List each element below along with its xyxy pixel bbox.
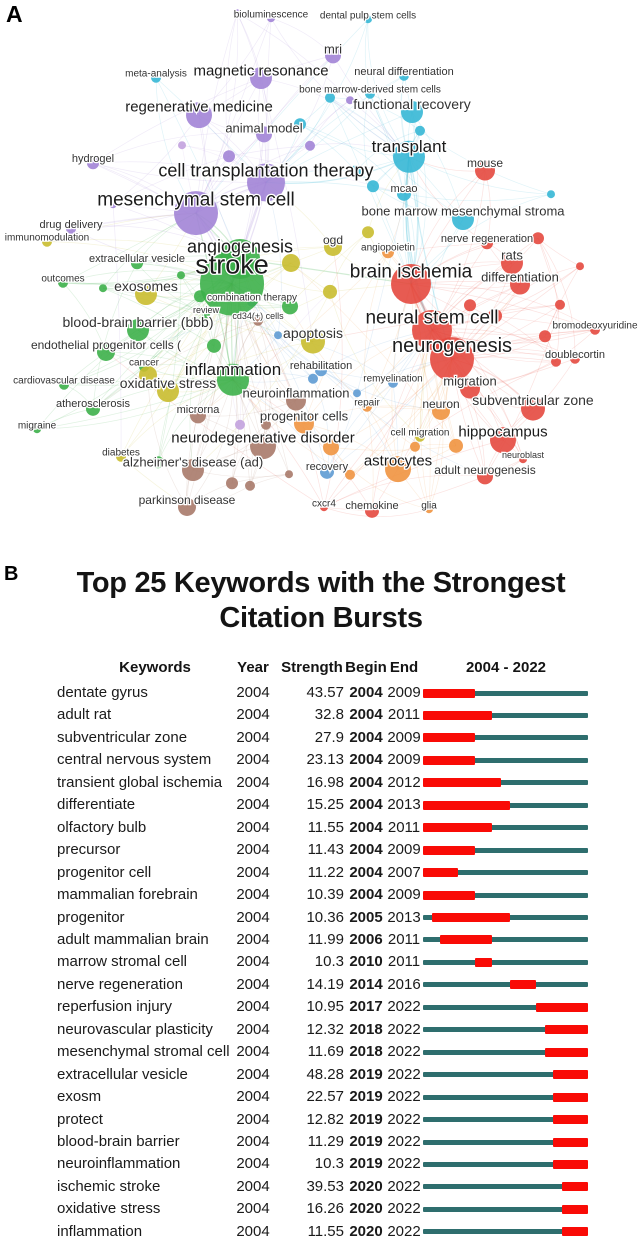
node-dot — [245, 481, 255, 491]
burst-begin: 2004 — [349, 684, 383, 701]
burst-begin: 2020 — [349, 1177, 383, 1195]
panel-b-label: B — [4, 563, 19, 585]
burst-row — [0, 772, 642, 794]
burst-strength: 11.69 — [307, 1043, 344, 1061]
burst-begin: 2004 — [349, 886, 383, 904]
burst-strength: 10.36 — [306, 908, 344, 926]
burst-keyword: mammalian forebrain — [57, 886, 198, 904]
burst-end: 2022 — [387, 1200, 421, 1218]
burst-strength: 11.43 — [307, 841, 344, 859]
node-label: drug delivery — [39, 218, 103, 231]
burst-year: 2004 — [236, 1222, 270, 1240]
node-label: endothelial progenitor cells ( — [30, 338, 182, 353]
burst-strength: 10.3 — [314, 1155, 344, 1173]
burst-begin: 2005 — [349, 908, 383, 926]
node-label: neural stem cell — [365, 307, 499, 329]
burst-begin: 2019 — [349, 1065, 383, 1083]
burst-year: 2004 — [236, 773, 270, 791]
burst-segment — [510, 980, 536, 989]
node-label: bone marrow mesenchymal stroma — [361, 203, 565, 219]
burst-row — [0, 682, 642, 704]
node-dot — [532, 232, 544, 244]
burst-segment — [553, 1070, 588, 1079]
burst-keyword: marrow stromal cell — [57, 953, 188, 971]
burst-end: 2009 — [387, 751, 421, 769]
node-label: combination therapy — [206, 292, 298, 304]
burst-strength: 11.99 — [307, 930, 344, 948]
timeline-baseline — [423, 982, 588, 987]
node-label: rehabilitation — [289, 359, 353, 372]
burst-row — [0, 1198, 642, 1220]
burst-row — [0, 817, 642, 839]
node-label: astrocytes — [363, 452, 433, 470]
burst-row — [0, 1109, 642, 1131]
node-label: recovery — [305, 460, 349, 473]
burst-strength: 39.53 — [306, 1177, 344, 1195]
burst-begin: 2004 — [349, 706, 383, 724]
node-dot — [449, 439, 463, 453]
header-strength: Strength — [281, 659, 343, 676]
node-label: mesenchymal stem cell — [97, 189, 295, 211]
burst-begin: 2018 — [349, 1043, 383, 1061]
burst-year: 2004 — [236, 1155, 270, 1173]
burst-row — [0, 974, 642, 996]
burst-strength: 23.13 — [306, 751, 344, 769]
network-panel — [0, 0, 642, 560]
burst-segment — [423, 711, 492, 720]
node-label: migration — [443, 373, 497, 389]
burst-segment — [423, 689, 475, 698]
burst-keyword: adult mammalian brain — [57, 930, 209, 948]
node-label: subventricular zone — [472, 391, 594, 408]
burst-segment — [545, 1025, 588, 1034]
burst-strength: 11.29 — [307, 1133, 344, 1150]
burst-keyword: oxidative stress — [57, 1200, 161, 1218]
burst-year: 2004 — [236, 818, 270, 836]
burst-year: 2004 — [236, 751, 270, 769]
burst-end: 2012 — [387, 773, 421, 791]
burst-year: 2004 — [236, 1177, 270, 1195]
burst-strength: 10.39 — [306, 886, 344, 904]
node-label: neurogenesis — [391, 335, 513, 357]
burst-row — [0, 1019, 642, 1041]
node-label: meta-analysis — [125, 68, 187, 80]
panel-a-label: A — [6, 1, 23, 27]
node-label: microrna — [176, 403, 220, 416]
burst-segment — [553, 1160, 588, 1169]
node-dot — [282, 254, 300, 272]
burst-strength: 16.98 — [306, 773, 344, 791]
node-label: inflammation — [184, 359, 282, 379]
burst-strength: 32.8 — [314, 706, 344, 724]
burst-keyword: protect — [57, 1110, 103, 1128]
node-label: neurodegenerative disorder — [171, 429, 355, 447]
burst-begin: 2004 — [349, 841, 383, 859]
burst-year: 2004 — [236, 975, 270, 993]
timeline-baseline — [423, 960, 588, 965]
burst-segment — [553, 1138, 588, 1147]
burst-begin: 2004 — [349, 796, 383, 814]
burst-table-body — [0, 560, 642, 1241]
burst-segment — [423, 846, 475, 855]
burst-end: 2013 — [387, 796, 421, 814]
node-label: extracellular vesicle — [89, 252, 185, 265]
header-keywords: Keywords — [119, 659, 191, 676]
node-dot — [207, 339, 221, 353]
node-dot — [99, 284, 107, 292]
burst-keyword: adult rat — [57, 706, 112, 724]
burst-begin: 2019 — [349, 1133, 383, 1150]
node-dot — [362, 226, 374, 238]
burst-row — [0, 1221, 642, 1243]
burst-strength: 15.25 — [306, 796, 344, 814]
node-label: angiogenesis — [186, 236, 294, 257]
burst-segment — [423, 891, 475, 900]
burst-segment — [545, 1048, 588, 1057]
header-range: 2004 - 2022 — [465, 659, 547, 676]
node-label: bromodeoxyuridine — [552, 320, 638, 332]
burst-strength: 16.26 — [306, 1200, 344, 1218]
burst-title-line2: Citation Bursts — [219, 602, 423, 634]
burst-year: 2004 — [236, 706, 270, 724]
node-dot — [226, 477, 238, 489]
burst-begin: 2019 — [349, 1088, 383, 1106]
burst-title-line1: Top 25 Keywords with the Strongest — [76, 567, 566, 599]
node-label: cxcr4 — [312, 498, 336, 510]
burst-segment — [562, 1205, 588, 1214]
node-label: cell migration — [390, 427, 450, 439]
burst-year: 2004 — [236, 1133, 270, 1150]
node-dot — [410, 442, 420, 452]
node-label: cd34(+) cells — [232, 311, 284, 322]
burst-strength: 11.22 — [307, 863, 344, 881]
burst-year: 2004 — [236, 930, 270, 948]
node-label: cell transplantation therapy — [158, 160, 374, 181]
burst-keyword: dentate gyrus — [57, 684, 148, 701]
node-label: immunomodulation — [4, 232, 90, 244]
node-label: diabetes — [102, 447, 140, 459]
node-label: neuroblast — [501, 450, 545, 461]
burst-year: 2004 — [236, 863, 270, 881]
burst-year: 2004 — [236, 886, 270, 904]
burst-year: 2004 — [236, 1020, 270, 1038]
burst-strength: 12.32 — [306, 1020, 344, 1038]
burst-end: 2013 — [387, 908, 421, 926]
node-label: apoptosis — [283, 324, 343, 341]
node-label: adult neurogenesis — [434, 463, 536, 478]
burst-keyword: neurovascular plasticity — [57, 1020, 213, 1038]
node-label: glia — [421, 500, 437, 512]
header-year: Year — [237, 659, 269, 676]
burst-begin: 2004 — [349, 751, 383, 769]
burst-begin: 2019 — [349, 1110, 383, 1128]
burst-year: 2004 — [236, 908, 270, 926]
burst-segment — [423, 778, 501, 787]
node-label: functional recovery — [353, 95, 471, 112]
node-dot — [177, 271, 185, 279]
burst-segment — [553, 1115, 588, 1124]
burst-keyword: progenitor — [57, 908, 125, 926]
node-dot — [305, 141, 315, 151]
node-label: magnetic resonance — [193, 62, 329, 80]
node-dot — [539, 330, 551, 342]
burst-row — [0, 1176, 642, 1198]
node-dot — [274, 331, 282, 339]
node-label: atherosclerosis — [56, 397, 130, 410]
burst-row — [0, 996, 642, 1018]
node-label: bioluminescence — [233, 9, 309, 21]
burst-keyword: differentiate — [57, 796, 136, 814]
burst-segment — [432, 913, 510, 922]
burst-year: 2004 — [236, 998, 270, 1016]
burst-end: 2022 — [387, 1155, 421, 1173]
burst-row — [0, 951, 642, 973]
burst-strength: 27.9 — [314, 728, 344, 746]
burst-year: 2004 — [236, 684, 270, 701]
node-label: mcao — [390, 182, 418, 195]
burst-row — [0, 1064, 642, 1086]
burst-begin: 2006 — [349, 930, 383, 948]
burst-strength: 10.3 — [314, 953, 344, 971]
burst-year: 2004 — [236, 1065, 270, 1083]
burst-segment — [475, 958, 492, 967]
node-dot — [353, 389, 361, 397]
burst-end: 2009 — [387, 841, 421, 859]
burst-keyword: precursor — [57, 841, 121, 859]
node-label: repair — [354, 397, 380, 409]
burst-year: 2004 — [236, 728, 270, 746]
node-dot — [576, 262, 584, 270]
burst-keyword: exosm — [57, 1088, 102, 1106]
node-label: angiopoietin — [361, 242, 415, 254]
node-label: regenerative medicine — [125, 98, 273, 116]
burst-begin: 2020 — [349, 1222, 383, 1240]
node-dot — [323, 285, 337, 299]
node-label: ogd — [322, 233, 344, 248]
header-end: End — [389, 659, 419, 676]
burst-year: 2004 — [236, 1088, 270, 1106]
burst-end: 2022 — [387, 1020, 421, 1038]
burst-keyword: subventricular zone — [57, 728, 188, 746]
node-dot — [547, 190, 555, 198]
burst-keyword: transient global ischemia — [57, 773, 223, 791]
burst-segment — [423, 823, 492, 832]
burst-keyword: reperfusion injury — [57, 998, 173, 1016]
node-label: doublecortin — [545, 348, 605, 361]
burst-begin: 2004 — [349, 863, 383, 881]
node-label: parkinson disease — [138, 493, 236, 508]
citation-burst-panel — [0, 560, 642, 1241]
node-dot — [285, 470, 293, 478]
burst-strength: 48.28 — [306, 1065, 344, 1083]
burst-segment — [423, 801, 510, 810]
burst-row — [0, 727, 642, 749]
burst-end: 2011 — [387, 706, 421, 724]
burst-row — [0, 1131, 642, 1153]
node-dot — [555, 300, 565, 310]
burst-end: 2011 — [387, 818, 421, 836]
burst-end: 2011 — [387, 930, 421, 948]
node-label: mri — [323, 41, 343, 57]
node-dot — [178, 141, 186, 149]
burst-end: 2009 — [387, 886, 421, 904]
burst-segment — [423, 756, 475, 765]
burst-end: 2022 — [387, 1088, 421, 1106]
burst-end: 2007 — [387, 863, 421, 881]
node-label: hippocampus — [458, 423, 548, 441]
node-label: transplant — [371, 136, 447, 156]
burst-year: 2004 — [236, 1043, 270, 1061]
node-label: cancer — [128, 357, 160, 369]
node-label: brain ischemia — [349, 261, 473, 283]
burst-begin: 2017 — [349, 998, 383, 1016]
burst-keyword: mesenchymal stromal cell — [57, 1043, 230, 1061]
burst-end: 2022 — [387, 1222, 421, 1240]
node-label: bone marrow-derived stem cells — [299, 84, 441, 96]
burst-strength: 14.19 — [306, 975, 344, 993]
burst-strength: 12.82 — [306, 1110, 344, 1128]
burst-keyword: blood-brain barrier — [57, 1133, 180, 1150]
burst-year: 2004 — [236, 796, 270, 814]
burst-end: 2022 — [387, 1177, 421, 1195]
burst-segment — [536, 1003, 588, 1012]
burst-begin: 2004 — [349, 773, 383, 791]
burst-begin: 2018 — [349, 1020, 383, 1038]
burst-row — [0, 929, 642, 951]
header-begin: Begin — [345, 659, 387, 676]
burst-end: 2022 — [387, 998, 421, 1016]
keyword-cooccurrence-network — [0, 0, 642, 560]
burst-keyword: olfactory bulb — [57, 818, 147, 836]
burst-segment — [562, 1182, 588, 1191]
burst-keyword: inflammation — [57, 1222, 143, 1240]
burst-row — [0, 839, 642, 861]
node-dot — [235, 420, 245, 430]
burst-year: 2004 — [236, 953, 270, 971]
burst-segment — [423, 868, 458, 877]
burst-begin: 2014 — [349, 975, 383, 993]
node-label: review — [192, 305, 220, 316]
burst-row — [0, 794, 642, 816]
node-label: outcomes — [41, 273, 85, 285]
burst-row — [0, 862, 642, 884]
burst-end: 2022 — [387, 1065, 421, 1083]
burst-keyword: progenitor cell — [57, 863, 152, 881]
node-label: differentiation — [481, 269, 559, 285]
burst-end: 2009 — [387, 684, 421, 701]
node-label: rats — [501, 247, 523, 263]
node-dot — [415, 126, 425, 136]
burst-strength: 43.57 — [306, 684, 344, 701]
node-label: alzheimer's disease (ad) — [122, 454, 264, 470]
burst-row — [0, 1041, 642, 1063]
node-label: animal model — [225, 120, 303, 136]
burst-segment — [440, 935, 492, 944]
node-label: exosomes — [114, 277, 178, 294]
burst-row — [0, 1086, 642, 1108]
burst-year: 2004 — [236, 1200, 270, 1218]
burst-begin: 2010 — [349, 953, 383, 971]
node-label: dental pulp stem cells — [319, 10, 417, 22]
node-label: cardiovascular disease — [13, 375, 115, 387]
burst-keyword: neuroinflammation — [57, 1155, 181, 1173]
burst-segment — [423, 733, 475, 742]
burst-end: 2016 — [387, 975, 421, 993]
burst-end: 2009 — [387, 728, 421, 746]
burst-keyword: ischemic stroke — [57, 1177, 161, 1195]
node-label: neuron — [422, 397, 460, 412]
burst-end: 2022 — [387, 1110, 421, 1128]
burst-row — [0, 907, 642, 929]
node-dot — [367, 180, 379, 192]
node-label: stroke — [195, 249, 269, 280]
burst-row — [0, 1153, 642, 1175]
burst-segment — [553, 1093, 588, 1102]
node-label: blood-brain barrier (bbb) — [62, 313, 214, 330]
burst-keyword: extracellular vesicle — [57, 1065, 188, 1083]
node-dot — [308, 374, 318, 384]
burst-begin: 2019 — [349, 1155, 383, 1173]
node-label: neural differentiation — [354, 65, 454, 78]
burst-keyword: nerve regeneration — [57, 975, 183, 993]
burst-begin: 2004 — [349, 728, 383, 746]
burst-segment — [562, 1227, 588, 1236]
node-label: oxidative stress — [119, 374, 217, 391]
burst-begin: 2004 — [349, 818, 383, 836]
burst-end: 2011 — [387, 953, 421, 971]
burst-keyword: central nervous system — [57, 751, 212, 769]
node-label: neuroinflammation — [242, 385, 350, 401]
burst-begin: 2020 — [349, 1200, 383, 1218]
burst-end: 2022 — [387, 1043, 421, 1061]
node-label: chemokine — [345, 499, 399, 512]
node-label: hydrogel — [71, 152, 115, 165]
node-label: mouse — [466, 156, 504, 171]
node-label: progenitor cells — [259, 408, 349, 424]
burst-strength: 11.55 — [307, 818, 344, 836]
burst-end: 2022 — [387, 1133, 421, 1150]
node-label: nerve regeneration — [440, 232, 534, 245]
burst-year: 2004 — [236, 841, 270, 859]
burst-strength: 10.95 — [306, 998, 344, 1016]
node-label: remyelination — [363, 373, 423, 385]
burst-row — [0, 749, 642, 771]
node-label: migraine — [17, 420, 57, 432]
burst-strength: 22.57 — [306, 1088, 344, 1106]
burst-year: 2004 — [236, 1110, 270, 1128]
burst-row — [0, 704, 642, 726]
burst-strength: 11.55 — [307, 1222, 344, 1240]
burst-row — [0, 884, 642, 906]
